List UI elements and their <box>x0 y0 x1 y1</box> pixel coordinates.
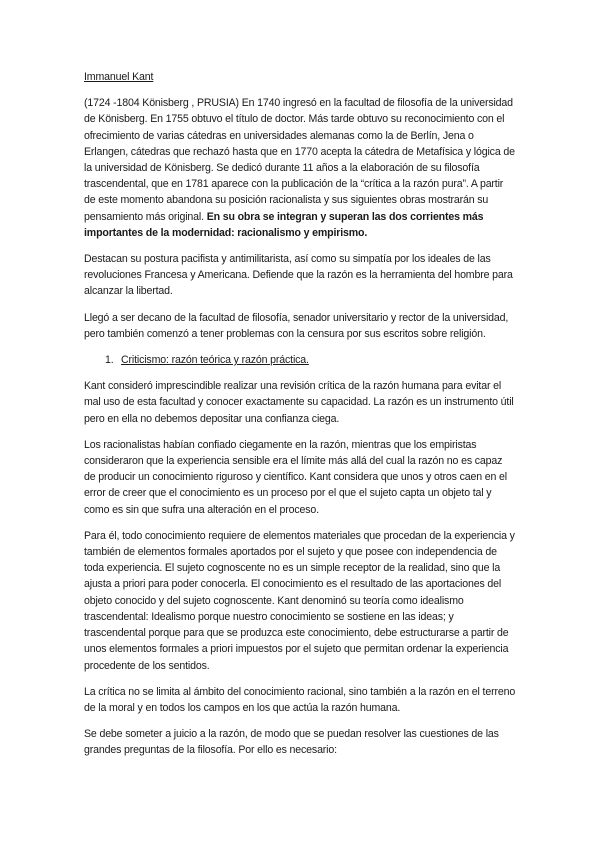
document-title: Immanuel Kant <box>84 71 154 83</box>
paragraph-rationalists-empiricists: Los racionalistas habían confiado ciegamente en la razón, mientras que los empiristas consideraron que la experiencia sensible era el límite más allá del cual la razón no es capaz de producir un conocimiento riguroso y científico. Kant considera que unos y otros caen en el error de creer que el conocimiento es un proceso por el que el sujeto capta un objeto tal y como es sin que sufra una alteración en el proceso. <box>84 438 508 516</box>
paragraph-critique-scope: La crítica no se limita al ámbito del conocimiento racional, sino también a la razón en el terreno de la moral y en todos los campos en los que actúa la razón humana. <box>84 685 516 714</box>
paragraph-career: Llegó a ser decano de la facultad de filosofía, senador universitario y rector de la universidad, pero también comenzó a tener problemas con la censura por sus escritos sobre religión. <box>84 311 509 340</box>
paragraph-pacifism: Destacan su postura pacifista y antimilitarista, así como su simpatía por los ideales de las revoluciones Francesa y Americana. Defiende que la razón es la herramienta del hombre para alcanzar la libertad. <box>84 253 513 298</box>
list-number: 1. <box>105 354 114 367</box>
paragraph-critical-review: Kant consideró imprescindible realizar una revisión crítica de la razón humana para evitar el mal uso de esta facultad y conocer exactamente su capacidad. La razón es un instrumento útil pero en ella no debemos depositar una confianza ciega. <box>84 380 514 425</box>
list-heading-text: Criticismo: razón teórica y razón práctica. <box>121 354 309 367</box>
section-heading-criticismo <box>84 352 516 368</box>
paragraph-biography-bold: En su obra se integran y superan las dos corrientes más importantes de la modernidad: racionalismo y empirismo. <box>84 210 484 239</box>
paragraph-biography <box>84 95 516 241</box>
document-page <box>84 69 516 769</box>
paragraph-judgment: Se debe someter a juicio a la razón, de modo que se puedan resolver las cuestiones de las grandes preguntas de la filosofía. Por ello es necesario: <box>84 728 499 757</box>
paragraph-biography-text: (1724 -1804 Könisberg , PRUSIA) En 1740 ingresó en la facultad de filosofía de la universidad de Könisberg. En 1755 obtuvo el título de doctor. Más tarde obtuvo su reconocimiento con el ofrecimiento de varias cátedras en universidades alemanas como la de Berlín, Jena o Erlangen, cátedras que rechazó hasta que en 1770 acepta la cátedra de Metafísica y lógica de la universidad de Könisberg. Se dedicó durante 11 años a la elaboración de su filosofía trascendental, que en 1781 aparece con la publicación de la “crítica a la razón pura”. A partir de este momento abandona su posición racionalista y sus siguientes obras mostrarán su pensamiento más original. <box>84 97 515 223</box>
paragraph-knowledge: Para él, todo conocimiento requiere de elementos materiales que procedan de la experiencia y también de elementos formales aportados por el sujeto y que posee con independencia de toda experiencia. El sujeto cognoscente no es un simple receptor de la realidad, sino que la ajusta a priori para poder conocerla. El conocimiento es el resultado de las aportaciones del objeto conocido y del sujeto cognoscente. Kant denominó su teoría como idealismo trascendental: Idealismo porque nuestro conocimiento se sostiene en las ideas; y trascendental porque para que se produzca este conocimiento, debe estructurarse a partir de unos elementos formales a priori impuestos por el sujeto que permitan ordenar la experiencia procedente de los sentidos. <box>84 529 515 672</box>
